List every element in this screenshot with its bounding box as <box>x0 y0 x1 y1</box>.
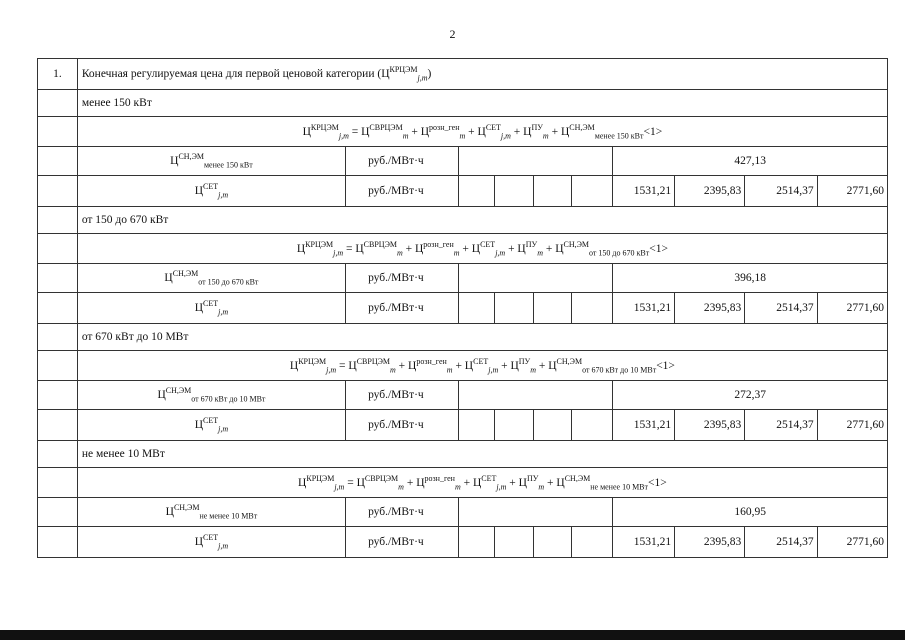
blank-number-cell <box>38 381 78 410</box>
formula-row <box>38 234 888 264</box>
sn-value: 427,13 <box>613 147 888 176</box>
set-value: 1531,21 <box>613 527 675 558</box>
sn-param: $Ц^{СН,ЭМ}_{не менее 10 МВт}$ <box>77 498 345 527</box>
set-value: 2395,83 <box>675 176 745 207</box>
sn-row <box>38 264 888 293</box>
formula-lhs: $Ц^{КРЦЭМ}_{j,m}$ <box>298 473 345 491</box>
blank-number-cell <box>38 207 78 234</box>
table-title: Конечная регулируемая цена для первой ценовой категории $(Ц^{КРЦЭМ}_{j,m})$ <box>77 59 887 90</box>
section-header-row <box>38 207 888 234</box>
blank-cell <box>533 176 572 207</box>
blank-number-cell <box>38 527 78 558</box>
set-value: 2395,83 <box>675 527 745 558</box>
blank-cell <box>459 381 613 410</box>
blank-cell <box>572 176 613 207</box>
blank-cell <box>459 293 495 324</box>
page-number: 2 <box>449 27 456 41</box>
formula-tag: <1> <box>643 125 663 138</box>
formula-row <box>38 117 888 147</box>
set-value: 2771,60 <box>817 293 887 324</box>
set-param: $Ц^{СЕТ}_{j,m}$ <box>77 176 345 207</box>
formula-tag: <1> <box>648 476 667 489</box>
set-param: $Ц^{СЕТ}_{j,m}$ <box>77 410 345 441</box>
sn-value: 160,95 <box>613 498 888 527</box>
title-sup: КРЦЭМ <box>389 65 418 75</box>
blank-cell <box>533 410 572 441</box>
formula-lhs: $Ц^{КРЦЭМ}_{j,m}$ <box>289 356 337 374</box>
blank-number-cell <box>38 147 78 176</box>
sn-value: 396,18 <box>613 264 888 293</box>
blank-number-cell <box>38 351 78 381</box>
blank-number-cell <box>38 498 78 527</box>
set-value: 2771,60 <box>817 527 887 558</box>
blank-cell <box>459 410 495 441</box>
blank-number-cell <box>38 264 78 293</box>
sn-row <box>38 381 888 410</box>
section-label: от 150 до 670 кВт <box>77 207 887 234</box>
sn-row <box>38 498 888 527</box>
blank-number-cell <box>38 410 78 441</box>
blank-cell <box>459 264 613 293</box>
set-unit: руб./МВт·ч <box>346 176 459 207</box>
blank-cell <box>459 176 495 207</box>
tariff-table <box>37 58 888 558</box>
blank-number-cell <box>38 324 78 351</box>
title-row <box>38 59 888 90</box>
blank-cell <box>494 527 533 558</box>
set-value: 2395,83 <box>675 410 745 441</box>
set-value: 1531,21 <box>613 176 675 207</box>
formula-tag: <1> <box>656 359 675 372</box>
blank-cell <box>572 527 613 558</box>
section-header-row <box>38 324 888 351</box>
set-row <box>38 293 888 324</box>
blank-cell <box>459 527 495 558</box>
set-value: 1531,21 <box>613 293 675 324</box>
set-value: 2771,60 <box>817 410 887 441</box>
blank-cell <box>459 147 613 176</box>
set-value: 2514,37 <box>745 293 817 324</box>
blank-number-cell <box>38 234 78 264</box>
set-value: 2395,83 <box>675 293 745 324</box>
section-header-row <box>38 441 888 468</box>
sn-unit: руб./МВт·ч <box>346 381 459 410</box>
set-row <box>38 410 888 441</box>
blank-cell <box>494 176 533 207</box>
price-formula: $Ц^{КРЦЭМ}_{j,m} = Ц^{СВРЦЭМ}_m + Ц^{розн\_ген}_m + Ц^{СЕТ}_{j,m} + Ц^{ПУ}_m + Ц^{СН,ЭМ}_{от 150 до 670 кВт}<1>$ <box>77 234 887 264</box>
sn-row <box>38 147 888 176</box>
formula-row <box>38 351 888 381</box>
set-unit: руб./МВт·ч <box>346 293 459 324</box>
set-unit: руб./МВт·ч <box>346 527 459 558</box>
set-unit: руб./МВт·ч <box>346 410 459 441</box>
sn-unit: руб./МВт·ч <box>346 498 459 527</box>
set-value: 2771,60 <box>817 176 887 207</box>
set-value: 2514,37 <box>745 410 817 441</box>
section-label: менее 150 кВт <box>77 90 887 117</box>
section-label: от 670 кВт до 10 МВт <box>77 324 887 351</box>
blank-cell <box>533 293 572 324</box>
blank-number-cell <box>38 441 78 468</box>
section-header-row <box>38 90 888 117</box>
price-formula: $Ц^{КРЦЭМ}_{j,m} = Ц^{СВРЦЭМ}_m + Ц^{розн\_ген}_m + Ц^{СЕТ}_{j,m} + Ц^{ПУ}_m + Ц^{СН,ЭМ}_{от 670 кВт до 10 МВт}<1>$ <box>77 351 887 381</box>
blank-number-cell <box>38 468 78 498</box>
sn-unit: руб./МВт·ч <box>346 264 459 293</box>
sn-param: $Ц^{СН,ЭМ}_{менее 150 кВт}$ <box>77 147 345 176</box>
blank-cell <box>494 410 533 441</box>
set-row <box>38 527 888 558</box>
formula-tag: <1> <box>649 242 668 255</box>
blank-number-cell <box>38 117 78 147</box>
scan-border <box>0 630 905 640</box>
sn-param: $Ц^{СН,ЭМ}_{от 150 до 670 кВт}$ <box>77 264 345 293</box>
set-param: $Ц^{СЕТ}_{j,m}$ <box>77 293 345 324</box>
set-value: 2514,37 <box>745 176 817 207</box>
formula-lhs: $Ц^{КРЦЭМ}_{j,m}$ <box>302 122 349 140</box>
blank-cell <box>494 293 533 324</box>
section-label: не менее 10 МВт <box>77 441 887 468</box>
sn-value: 272,37 <box>613 381 888 410</box>
sn-param: $Ц^{СН,ЭМ}_{от 670 кВт до 10 МВт}$ <box>77 381 345 410</box>
formula-lhs: $Ц^{КРЦЭМ}_{j,m}$ <box>296 239 344 257</box>
blank-number-cell <box>38 176 78 207</box>
tariff-table-sheet <box>37 58 888 564</box>
blank-number-cell <box>38 293 78 324</box>
set-value: 1531,21 <box>613 410 675 441</box>
set-value: 2514,37 <box>745 527 817 558</box>
blank-cell <box>572 410 613 441</box>
sn-unit: руб./МВт·ч <box>346 147 459 176</box>
set-param: $Ц^{СЕТ}_{j,m}$ <box>77 527 345 558</box>
row-number: 1. <box>38 59 78 90</box>
blank-cell <box>533 527 572 558</box>
price-formula: $Ц^{КРЦЭМ}_{j,m} = Ц^{СВРЦЭМ}_m + Ц^{розн\_ген}_m + Ц^{СЕТ}_{j,m} + Ц^{ПУ}_m + Ц^{СН,ЭМ}_{менее 150 кВт}<1>$ <box>77 117 887 147</box>
title-sub: j,m <box>417 73 428 83</box>
title-symbol: Ц <box>381 68 390 80</box>
price-formula: $Ц^{КРЦЭМ}_{j,m} = Ц^{СВРЦЭМ}_m + Ц^{розн\_ген}_m + Ц^{СЕТ}_{j,m} + Ц^{ПУ}_m + Ц^{СН,ЭМ}_{не менее 10 МВт}<1>$ <box>77 468 887 498</box>
blank-number-cell <box>38 90 78 117</box>
blank-cell <box>459 498 613 527</box>
set-row <box>38 176 888 207</box>
formula-row <box>38 468 888 498</box>
blank-cell <box>572 293 613 324</box>
table-title-text: Конечная регулируемая цена для первой ценовой категории <box>81 68 375 80</box>
